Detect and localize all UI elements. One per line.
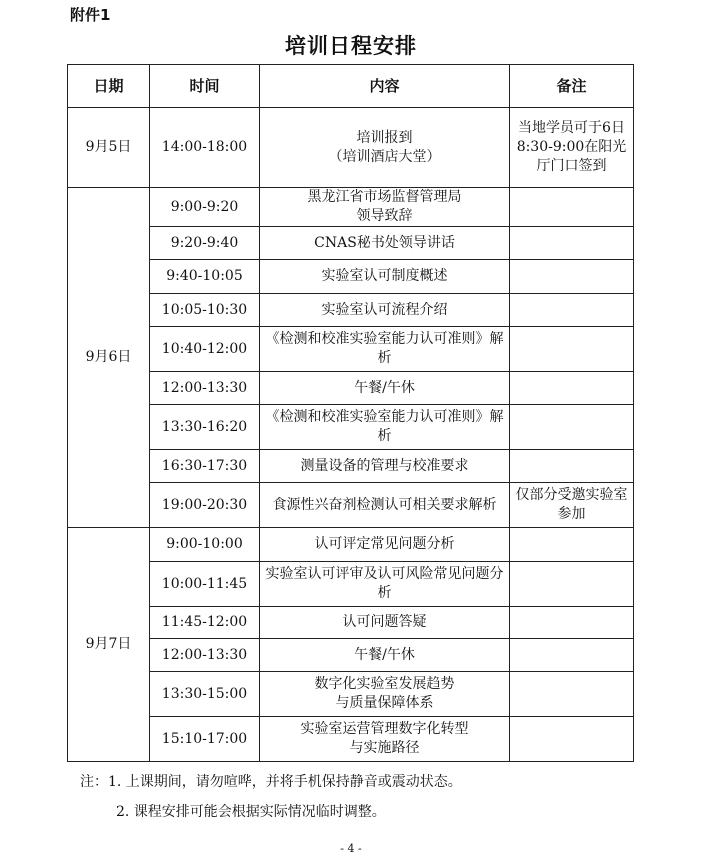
content-cell: 午餐/午休	[260, 639, 510, 672]
time-cell: 11:45-12:00	[150, 607, 260, 639]
time-cell: 12:00-13:30	[150, 372, 260, 405]
header-content: 内容	[260, 65, 510, 108]
time-cell: 13:30-15:00	[150, 672, 260, 717]
time-cell: 10:05-10:30	[150, 294, 260, 327]
header-time: 时间	[150, 65, 260, 108]
remark-cell: 仅部分受邀实验室参加	[510, 483, 634, 528]
schedule-row	[68, 260, 634, 294]
note-1: 注：1. 上课期间，请勿喧哗，并将手机保持静音或震动状态。	[80, 774, 462, 790]
content-cell: 实验室运营管理数字化转型 与实施路径	[260, 717, 510, 762]
notes	[80, 772, 462, 832]
content-cell: 测量设备的管理与校准要求	[260, 450, 510, 483]
schedule-row	[68, 607, 634, 639]
content-cell: 食源性兴奋剂检测认可相关要求解析	[260, 483, 510, 528]
table-header-row	[68, 65, 634, 108]
remark-cell	[510, 260, 634, 294]
remark-cell	[510, 528, 634, 562]
content-cell: 《检测和校准实验室能力认可准则》解析	[260, 405, 510, 450]
time-cell: 9:40-10:05	[150, 260, 260, 294]
remark-cell	[510, 672, 634, 717]
content-cell: 午餐/午休	[260, 372, 510, 405]
schedule-row	[68, 327, 634, 372]
remark-cell	[510, 607, 634, 639]
note-2: 2. 课程安排可能会根据实际情况临时调整。	[116, 804, 386, 820]
header-date: 日期	[68, 65, 150, 108]
remark-cell	[510, 294, 634, 327]
schedule-row	[68, 405, 634, 450]
content-cell: 黑龙江省市场监督管理局 领导致辞	[260, 188, 510, 227]
remark-cell: 当地学员可于6日8:30-9:00在阳光厅门口签到	[510, 108, 634, 188]
remark-cell	[510, 372, 634, 405]
schedule-row	[68, 294, 634, 327]
schedule-row	[68, 372, 634, 405]
content-cell: 认可评定常见问题分析	[260, 528, 510, 562]
remark-cell	[510, 639, 634, 672]
schedule-row	[68, 483, 634, 528]
schedule-row	[68, 639, 634, 672]
content-cell: 《检测和校准实验室能力认可准则》解析	[260, 327, 510, 372]
time-cell: 10:40-12:00	[150, 327, 260, 372]
header-remark: 备注	[510, 65, 634, 108]
time-cell: 19:00-20:30	[150, 483, 260, 528]
remark-cell	[510, 188, 634, 227]
schedule-row	[68, 562, 634, 607]
schedule-row	[68, 188, 634, 227]
schedule-row	[68, 227, 634, 260]
remark-cell	[510, 717, 634, 762]
time-cell: 15:10-17:00	[150, 717, 260, 762]
page-number: - 4 -	[340, 842, 362, 855]
schedule-row	[68, 672, 634, 717]
date-cell: 9月7日	[68, 528, 150, 762]
remark-cell	[510, 227, 634, 260]
date-cell: 9月6日	[68, 188, 150, 528]
remark-cell	[510, 405, 634, 450]
time-cell: 14:00-18:00	[150, 108, 260, 188]
schedule-row	[68, 108, 634, 188]
content-cell: 认可问题答疑	[260, 607, 510, 639]
time-cell: 16:30-17:30	[150, 450, 260, 483]
remark-cell	[510, 450, 634, 483]
time-cell: 9:00-9:20	[150, 188, 260, 227]
remark-cell	[510, 562, 634, 607]
page-title: 培训日程安排	[285, 33, 417, 58]
content-cell: CNAS秘书处领导讲话	[260, 227, 510, 260]
content-cell: 培训报到 （培训酒店大堂）	[260, 108, 510, 188]
content-cell: 实验室认可制度概述	[260, 260, 510, 294]
schedule-row	[68, 528, 634, 562]
time-cell: 9:20-9:40	[150, 227, 260, 260]
attachment-label: 附件1	[70, 6, 111, 24]
schedule-row	[68, 450, 634, 483]
date-cell: 9月5日	[68, 108, 150, 188]
time-cell: 13:30-16:20	[150, 405, 260, 450]
content-cell: 实验室认可流程介绍	[260, 294, 510, 327]
time-cell: 10:00-11:45	[150, 562, 260, 607]
schedule-row	[68, 717, 634, 762]
schedule-table	[67, 64, 634, 762]
remark-cell	[510, 327, 634, 372]
content-cell: 实验室认可评审及认可风险常见问题分析	[260, 562, 510, 607]
time-cell: 9:00-10:00	[150, 528, 260, 562]
content-cell: 数字化实验室发展趋势 与质量保障体系	[260, 672, 510, 717]
time-cell: 12:00-13:30	[150, 639, 260, 672]
